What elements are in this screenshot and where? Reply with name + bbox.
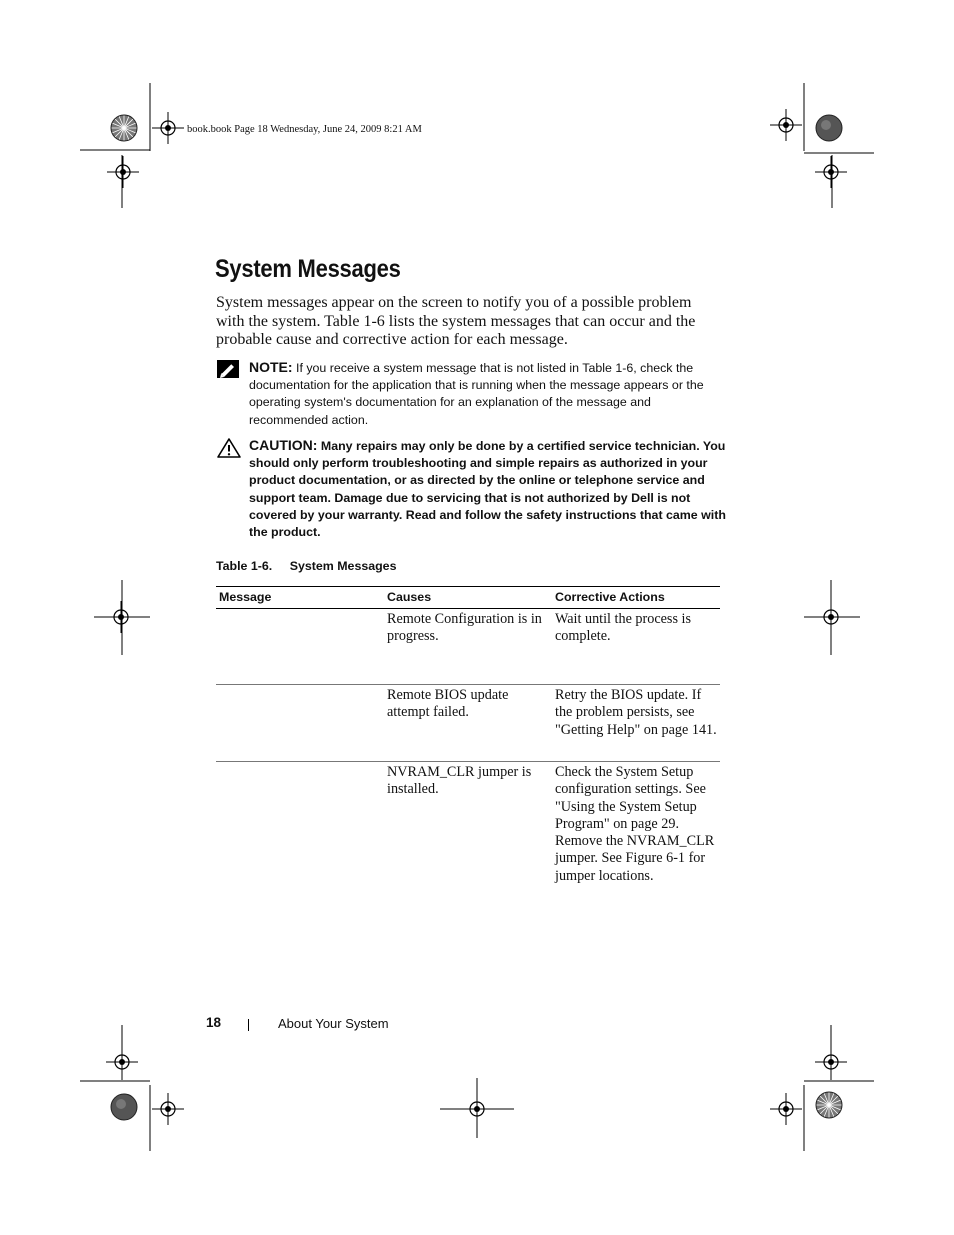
header-causes: Causes <box>384 587 552 609</box>
pencil-note-icon <box>216 359 240 384</box>
table-caption-number: Table 1-6. <box>216 559 273 573</box>
table-row <box>216 762 720 892</box>
cause-cell: Remote BIOS update attempt failed. <box>384 685 552 762</box>
action-cell: Wait until the process is complete. <box>552 609 720 685</box>
table-row <box>216 609 720 685</box>
footer-section-name: About Your System <box>278 1016 389 1031</box>
header-message: Message <box>216 587 384 609</box>
system-messages-table <box>216 586 720 891</box>
footer-divider <box>248 1019 249 1031</box>
action-cell: Retry the BIOS update. If the problem persists, see "Getting Help" on page 141. <box>552 685 720 762</box>
caution-box <box>216 437 726 541</box>
warning-triangle-icon <box>216 437 242 464</box>
cause-cell: NVRAM_CLR jumper is installed. <box>387 764 532 798</box>
section-title: System Messages <box>215 255 401 283</box>
note-text: If you receive a system message that is not listed in Table 1-6, check the documentation for the application that is running when the message appears or the operating system's documentation for an explanation of the message and recommended action. <box>249 361 704 427</box>
intro-paragraph: System messages appear on the screen to notify you of a possible problem with the system. Table 1-6 lists the system messages that can occur and the probable cause and corrective action for each message. <box>216 294 696 348</box>
note-box <box>216 359 721 431</box>
caution-text: Many repairs may only be done by a certified service technician. You should only perform troubleshooting and simple repairs as authorized in your product documentation, or as directed by the online or telephone service and support team. Damage due to servicing that is not authorized by Dell is not covered by your warranty. Read and follow the safety instructions that came with the product. <box>249 439 726 540</box>
running-header: book.book Page 18 Wednesday, June 24, 2009 8:21 AM <box>187 124 422 135</box>
page-number: 18 <box>206 1015 222 1030</box>
message-cell <box>216 609 384 685</box>
table-header-row <box>216 587 720 609</box>
table-caption-title: System Messages <box>289 559 397 573</box>
note-label: NOTE: <box>249 359 293 375</box>
cause-cell: Remote Configuration is in progress. <box>384 609 552 685</box>
header-corrective-actions: Corrective Actions <box>552 587 720 609</box>
action-cell: Check the System Setup configuration settings. See "Using the System Setup Program" on page 29. Remove the NVRAM_CLR jumper. See Figure 6-1 for jumper locations. <box>555 764 715 884</box>
table-row <box>216 685 720 762</box>
message-cell <box>216 685 384 762</box>
table-caption <box>216 559 396 573</box>
message-cell <box>216 762 384 892</box>
caution-label: CAUTION: <box>249 437 318 453</box>
